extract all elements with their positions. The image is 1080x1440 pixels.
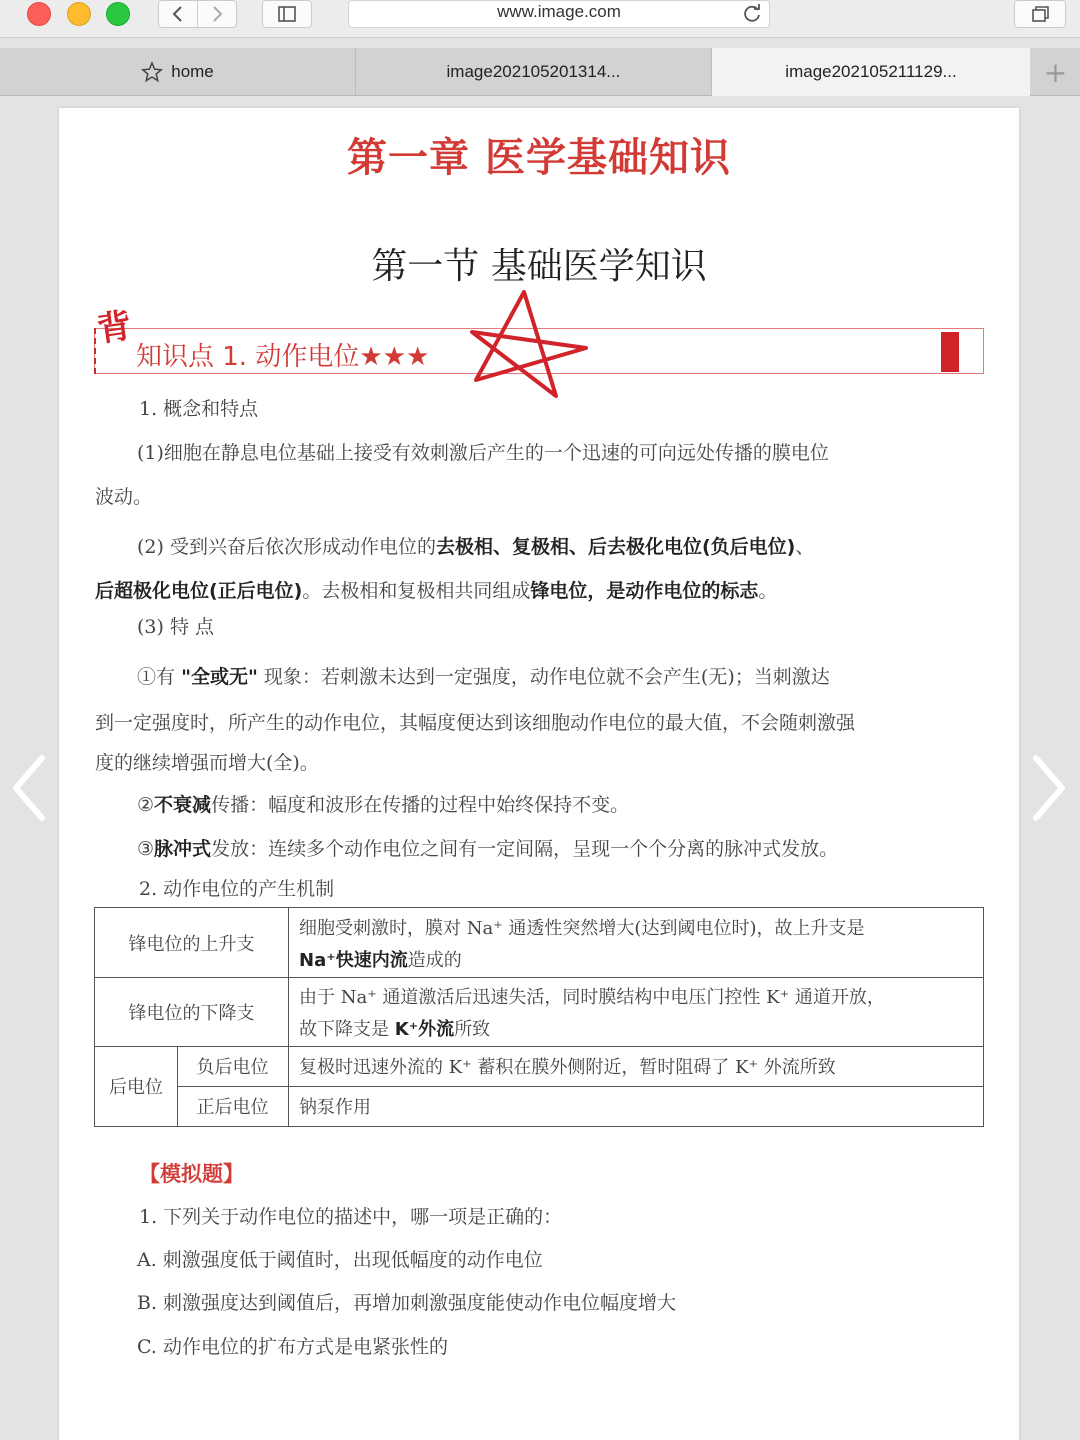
section-title: 第一节 基础医学知识 — [371, 246, 707, 287]
close-window-button[interactable] — [27, 2, 51, 26]
paragraph-1-line-1: (1)细胞在静息电位基础上接受有效刺激后产生的一个迅速的可向远处传播的膜电位 — [137, 442, 829, 464]
tab-image-2-active[interactable] — [712, 48, 1030, 96]
tab-home[interactable] — [0, 48, 356, 96]
tab-label: home — [171, 62, 214, 81]
star-icon — [141, 61, 163, 83]
banner-accent-bar — [941, 332, 959, 372]
table-divider — [288, 908, 289, 1126]
handwritten-annotation: 背 — [94, 305, 135, 351]
window-titlebar — [0, 0, 1080, 38]
mechanism-table — [94, 907, 984, 1127]
table-row-label: 锋电位的下降支 — [128, 1002, 255, 1024]
reload-icon[interactable] — [741, 3, 763, 25]
chevron-left-icon — [171, 5, 185, 23]
previous-image-arrow-icon[interactable] — [8, 750, 48, 826]
document-page — [59, 108, 1019, 1440]
minimize-window-button[interactable] — [67, 2, 91, 26]
feature-1-line-2: 到一定强度时，所产生的动作电位，其幅度便达到该细胞动作电位的最大值，不会随刺激强 — [95, 712, 856, 734]
tab-image-1[interactable] — [356, 48, 712, 96]
tab-bar — [0, 48, 1080, 96]
feature-1-line-3: 度的继续增强而增大(全)。 — [95, 752, 319, 774]
tab-label: image202105211129... — [785, 61, 957, 81]
feature-2: ②不衰减传播：幅度和波形在传播的过程中始终保持不变。 — [137, 794, 630, 816]
concept-heading: 1. 概念和特点 — [139, 398, 259, 420]
forward-button[interactable] — [197, 0, 237, 28]
table-cell-text: 由于 Na⁺ 通道激活后迅速失活，同时膜结构中电压门控性 K⁺ 通道开放， — [299, 987, 885, 1008]
table-group-label: 后电位 — [109, 1077, 163, 1098]
table-row-label: 正后电位 — [196, 1097, 269, 1118]
option-a: A. 刺激强度低于阈值时，出现低幅度的动作电位 — [137, 1249, 543, 1271]
next-image-arrow-icon[interactable] — [1030, 750, 1070, 826]
question-1: 1. 下列关于动作电位的描述中，哪一项是正确的： — [139, 1206, 563, 1228]
table-cell-text: 细胞受刺激时，膜对 Na⁺ 通透性突然增大(达到阈电位时)，故上升支是 — [299, 918, 865, 939]
mechanism-heading: 2. 动作电位的产生机制 — [139, 878, 335, 900]
chevron-right-icon — [210, 5, 224, 23]
tab-overview-icon — [1030, 5, 1050, 23]
hand-drawn-star-icon — [464, 288, 594, 403]
features-heading: (3) 特 点 — [137, 616, 214, 638]
address-bar[interactable] — [348, 0, 770, 28]
tab-label: image202105201314... — [446, 62, 621, 81]
table-cell-text: 钠泵作用 — [299, 1097, 371, 1118]
zoom-window-button[interactable] — [106, 2, 130, 26]
table-row-label: 锋电位的上升支 — [128, 933, 255, 955]
tab-overview-button[interactable] — [1014, 0, 1066, 28]
paragraph-1-line-2: 波动。 — [95, 486, 153, 508]
sidebar-toggle-button[interactable] — [262, 0, 312, 28]
chapter-title: 第一章 医学基础知识 — [347, 135, 731, 181]
url-text: www.image.com — [497, 2, 621, 21]
table-cell-text: 故下降支是 K⁺外流 所致 — [299, 1019, 491, 1040]
paragraph-2-line-1: (2) 受到兴奋后依次形成动作电位的去极相、复极相、后去极化电位(负后电位)、 — [137, 536, 815, 558]
plus-icon: + — [1043, 55, 1068, 89]
table-cell-text: Na⁺快速内流 造成的 — [299, 950, 462, 971]
back-button[interactable] — [158, 0, 198, 28]
sidebar-icon — [277, 5, 297, 23]
new-tab-button[interactable] — [1031, 48, 1080, 96]
table-row-label: 负后电位 — [196, 1057, 269, 1078]
feature-3: ③脉冲式发放：连续多个动作电位之间有一定间隔，呈现一个个分离的脉冲式发放。 — [137, 838, 839, 860]
knowledge-point-title: 知识点 1. 动作电位★★★ — [136, 342, 430, 372]
feature-1-line-1: ①有 "全或无" 现象：若刺激未达到一定强度，动作电位就不会产生(无)；当刺激达 — [137, 666, 830, 688]
table-cell-text: 复极时迅速外流的 K⁺ 蓄积在膜外侧附近，暂时阻碍了 K⁺ 外流所致 — [299, 1057, 836, 1078]
option-c: C. 动作电位的扩布方式是电紧张性的 — [137, 1336, 448, 1358]
paragraph-2-line-2: 后超极化电位(正后电位)。去极相和复极相共同组成锋电位，是动作电位的标志。 — [95, 580, 778, 602]
simulation-title: 【模拟题】 — [139, 1162, 244, 1186]
option-b: B. 刺激强度达到阈值后，再增加刺激强度能使动作电位幅度增大 — [137, 1292, 677, 1314]
